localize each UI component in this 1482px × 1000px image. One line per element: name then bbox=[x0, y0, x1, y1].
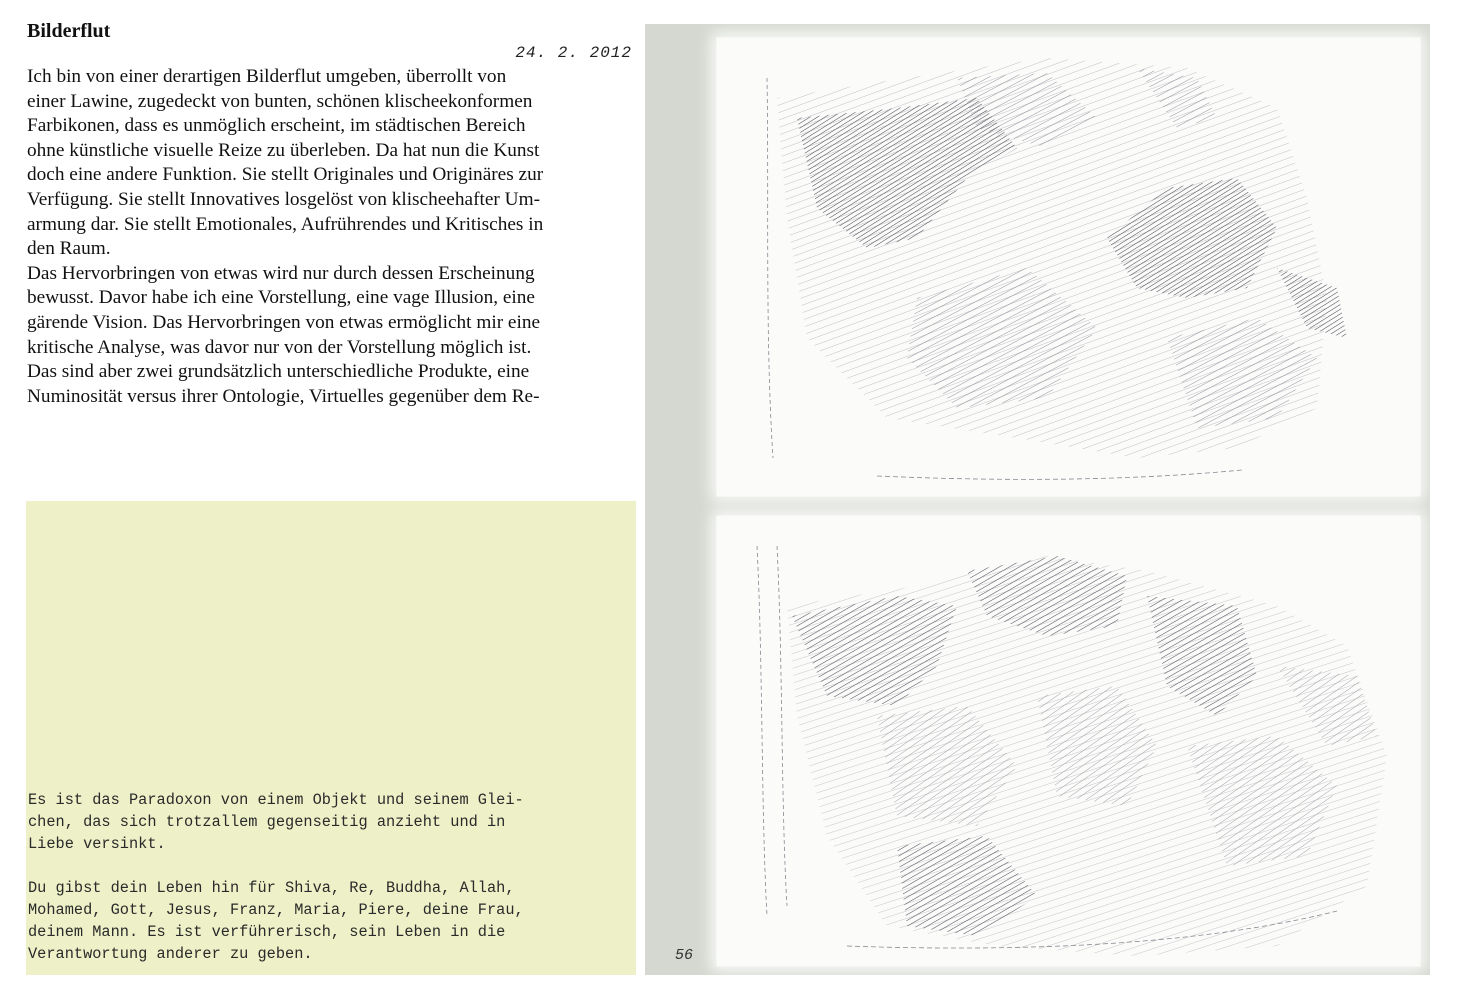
caption-line: Liebe versinkt. bbox=[28, 835, 166, 853]
body-line: armung dar. Sie stellt Emotionales, Aufrührendes und Kritisches in bbox=[27, 213, 544, 235]
caption-text bbox=[28, 789, 634, 965]
body-line: Verfügung. Sie stellt Innovatives losgelöst von klischeehafter Um- bbox=[27, 188, 540, 210]
body-line: Das Hervorbringen von etwas wird nur durch dessen Erscheinung bbox=[27, 262, 535, 284]
body-line: den Raum. bbox=[27, 238, 111, 260]
caption-line: chen, das sich trotzallem gegenseitig anzieht und in bbox=[28, 813, 506, 831]
caption-line: deinem Mann. Es ist verführerisch, sein Leben in die bbox=[28, 923, 506, 941]
drawing-top-image bbox=[717, 38, 1420, 496]
body-line: kritische Analyse, was davor nur von der Vorstellung möglich ist. bbox=[27, 336, 532, 358]
body-line: einer Lawine, zugedeckt von bunten, schönen klischeekonformen bbox=[27, 90, 533, 112]
caption-line: Verantwortung anderer zu geben. bbox=[28, 945, 313, 963]
caption-box bbox=[26, 501, 636, 975]
body-text bbox=[27, 65, 627, 409]
body-line: Farbikonen, dass es unmöglich erscheint, im städtischen Bereich bbox=[27, 115, 526, 137]
image-panel bbox=[645, 24, 1430, 975]
caption-gap bbox=[28, 855, 634, 877]
caption-line: Mohamed, Gott, Jesus, Franz, Maria, Piere, deine Frau, bbox=[28, 901, 524, 919]
caption-line: Es ist das Paradoxon von einem Objekt und seinem Glei- bbox=[28, 791, 524, 809]
caption-line: Du gibst dein Leben hin für Shiva, Re, Buddha, Allah, bbox=[28, 879, 515, 897]
drawing-bottom bbox=[717, 516, 1420, 966]
drawing-top bbox=[717, 38, 1420, 496]
page-number: 56 bbox=[675, 947, 694, 964]
page-title: Bilderflut bbox=[27, 20, 111, 42]
body-line: doch eine andere Funktion. Sie stellt Originales und Originäres zur bbox=[27, 164, 544, 186]
date-label: 24. 2. 2012 bbox=[515, 44, 632, 62]
text-column bbox=[0, 0, 645, 1000]
body-line: gärende Vision. Das Hervorbringen von etwas ermöglicht mir eine bbox=[27, 311, 541, 333]
body-line: Ich bin von einer derartigen Bilderflut umgeben, überrollt von bbox=[27, 66, 507, 87]
body-line: bewusst. Davor habe ich eine Vorstellung, eine vage Illusion, eine bbox=[27, 287, 535, 309]
body-line: Das sind aber zwei grundsätzlich unterschiedliche Produkte, eine bbox=[27, 361, 530, 383]
body-line: Numinosität versus ihrer Ontologie, Virtuelles gegenüber dem Re- bbox=[27, 385, 540, 407]
body-line: ohne künstliche visuelle Reize zu überleben. Da hat nun die Kunst bbox=[27, 139, 540, 161]
drawing-bottom-image bbox=[717, 516, 1420, 966]
